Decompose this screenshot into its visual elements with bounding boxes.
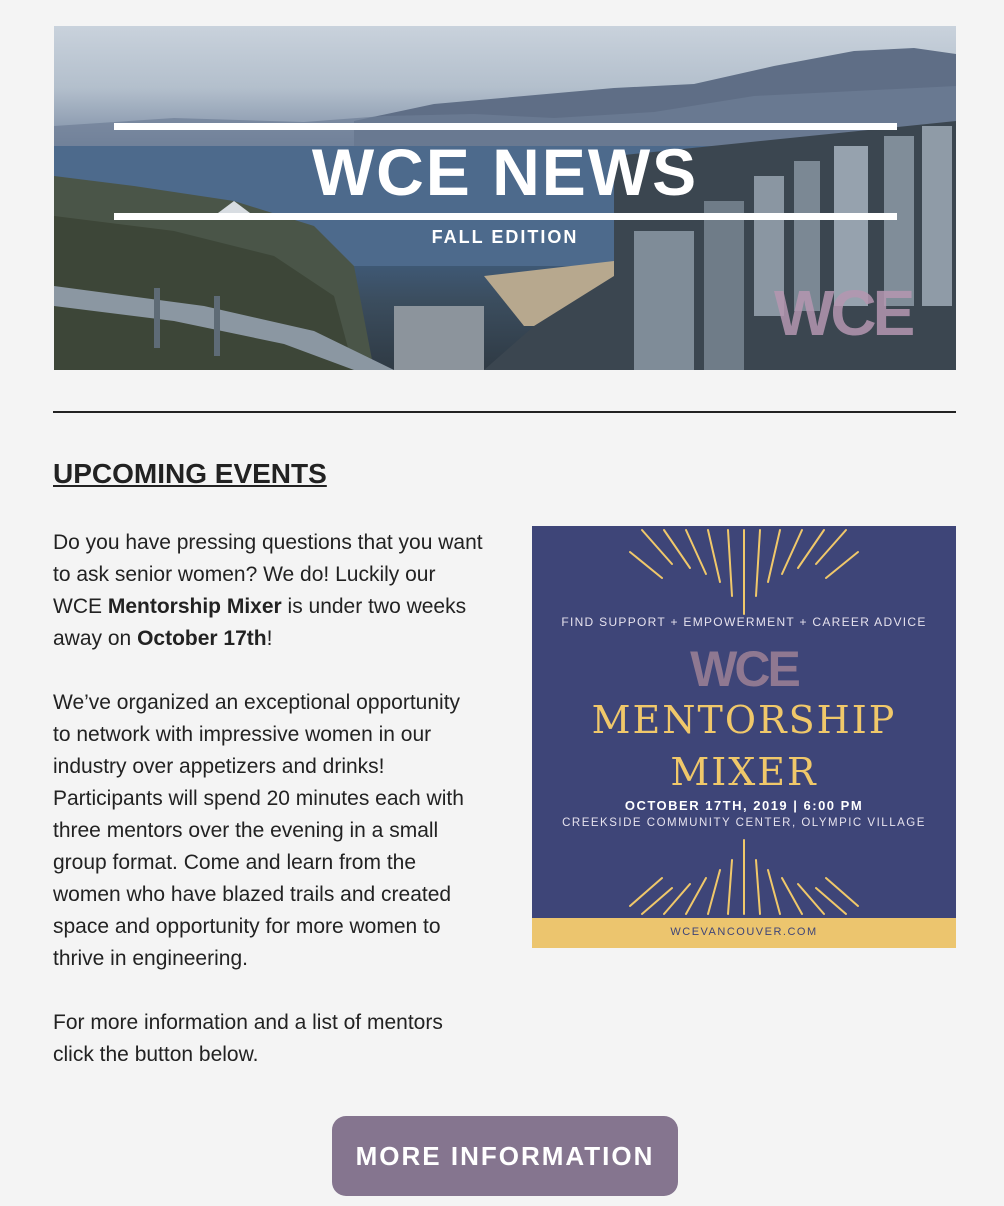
poster-title-line2: MIXER <box>670 750 818 794</box>
banner-rule-top <box>114 123 897 130</box>
banner-rule-bottom <box>114 213 897 220</box>
poster-tagline: FIND SUPPORT + EMPOWERMENT + CAREER ADVICE <box>561 615 927 629</box>
poster-url: WCEVANCOUVER.COM <box>670 926 818 938</box>
intro-text: is under two weeks away on <box>53 595 467 650</box>
section-heading: UPCOMING EVENTS <box>53 458 327 489</box>
poster-date: OCTOBER 17TH, 2019 | 6:00 PM <box>624 798 864 813</box>
section-divider <box>53 411 956 413</box>
event-date: October 17th <box>137 627 267 650</box>
intro-text: ! <box>266 627 273 650</box>
event-poster <box>532 526 956 948</box>
banner-subtitle: FALL EDITION <box>431 227 579 247</box>
poster-venue: CREEKSIDE COMMUNITY CENTER, OLYMPIC VILLAGE <box>562 817 926 829</box>
poster-title-line1: MENTORSHIP <box>591 698 897 742</box>
poster-wce-logo: WCE <box>690 641 798 697</box>
banner-title: WCE NEWS <box>311 135 699 209</box>
intro-paragraph <box>53 527 483 655</box>
details-paragraph: We’ve organized an exceptional opportunity to network with impressive women in our industry over appetizers and drinks! Participants will spend 20 minutes each with three mentors over the evening in a small group format. Come and learn from the women who have blazed trails and created space and opportunity for more women to thrive in engineering. <box>53 691 464 970</box>
cta-paragraph: For more information and a list of mentors click the button below. <box>53 1011 443 1066</box>
intro-text: Do you have pressing questions that you want to ask senior women? We do! Luckily our WCE <box>53 531 483 618</box>
more-information-button[interactable]: MORE INFORMATION <box>332 1116 678 1196</box>
event-name: Mentorship Mixer <box>107 595 282 618</box>
wce-logo: WCE <box>774 277 912 349</box>
header-banner-image <box>54 26 956 370</box>
event-description <box>53 527 483 1103</box>
